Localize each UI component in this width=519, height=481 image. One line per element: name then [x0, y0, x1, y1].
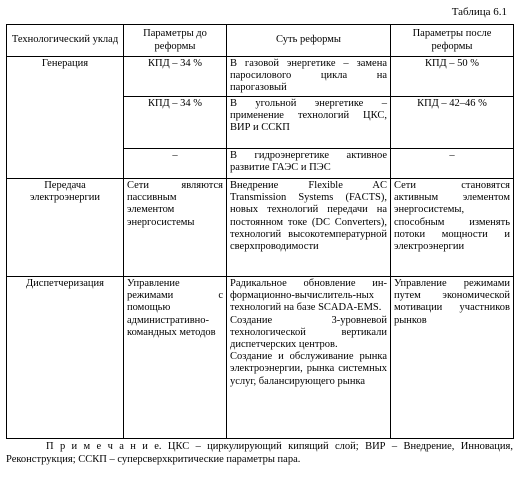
cell-before: КПД – 34 % — [124, 97, 227, 149]
cell-essence: В газовой энергетике – замена паросилового цикла на парогазовый — [227, 57, 391, 97]
table-note — [6, 440, 513, 466]
group-transmission: Передача электроэнергии — [7, 179, 124, 277]
cell-after: КПД – 42–46 % — [391, 97, 514, 149]
reform-table — [6, 24, 514, 439]
header-technological-mode: Технологический уклад — [7, 25, 124, 57]
table-header-row — [7, 25, 514, 57]
cell-after: – — [391, 149, 514, 179]
essence-paragraph: Создание и обслуживание рынка электроэнергии, рынка системных услуг, балансирующего рынка — [230, 351, 387, 387]
table-row — [7, 179, 514, 277]
cell-essence — [227, 277, 391, 439]
header-reform-essence: Суть реформы — [227, 25, 391, 57]
cell-before: – — [124, 149, 227, 179]
cell-essence: В гидроэнергетике активное развитие ГАЭС и ПЭС — [227, 149, 391, 179]
group-dispatch: Диспетчеризация — [7, 277, 124, 439]
cell-essence: Внедрение Flexible AC Transmission Systems (FACTS), новых технологий передачи на постоянном токе (DC Converters), технологий высокотемпературной сверхпроводимости — [227, 179, 391, 277]
cell-before: КПД – 34 % — [124, 57, 227, 97]
cell-before: Управление режимами с помощью административно-командных методов — [124, 277, 227, 439]
note-text: ЦКС – циркулирующий кипящий слой; ВИР – Внедрение, Инновация, Реконструкция; ССКП – суперсверхкритические параметры пара. — [6, 441, 514, 465]
group-generation: Генерация — [7, 57, 124, 179]
cell-essence: В угольной энергетике – применение технологий ЦКС, ВИР и ССКП — [227, 97, 391, 149]
header-params-before: Параметры до реформы — [124, 25, 227, 57]
table-caption: Таблица 6.1 — [451, 6, 507, 18]
cell-after: Сети становятся активным элементом энергосистемы, способным изменять потоки мощности и электроэнергии — [391, 179, 514, 277]
essence-paragraph: Радикальное обновление ин-формационно-вычислитель-ных технологий на базе SCADA-EMS. — [230, 278, 387, 314]
cell-after: КПД – 50 % — [391, 57, 514, 97]
table-row — [7, 57, 514, 97]
note-lead: П р и м е ч а н и е. — [46, 441, 162, 452]
cell-before: Сети являются пассивным элементом энергосистемы — [124, 179, 227, 277]
essence-paragraph: Создание 3-уровневой технологической вертикали диспетчерских центров. — [230, 314, 387, 351]
cell-after: Управление режимами путем экономической мотивации участников рынков — [391, 277, 514, 439]
table-row — [7, 277, 514, 439]
header-params-after: Параметры после реформы — [391, 25, 514, 57]
